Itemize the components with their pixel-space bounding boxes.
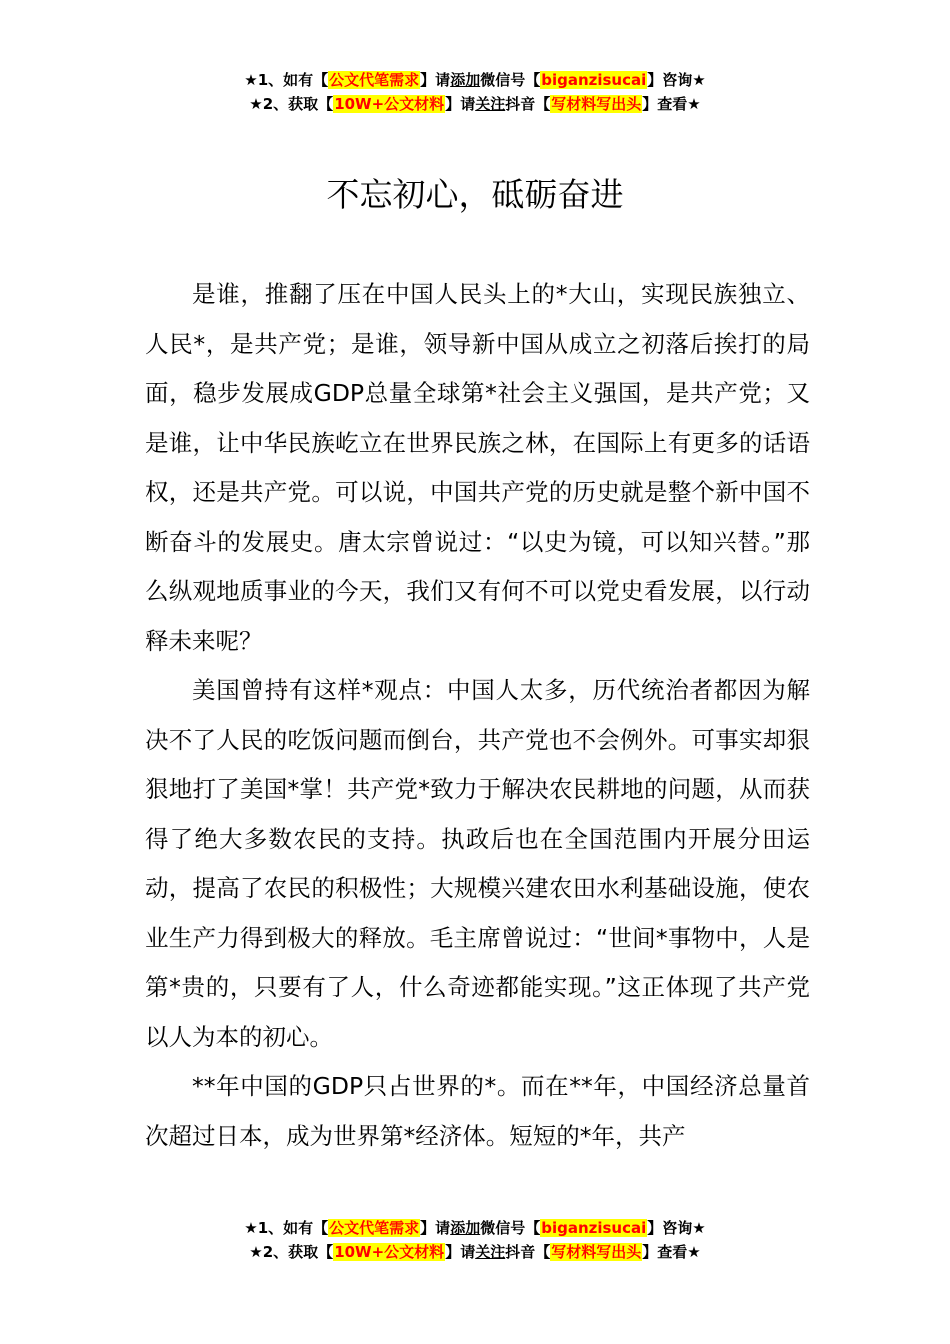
promo-line-1: ★1、如有【公文代笔需求】请添加微信号【biganzisucai】咨询★ <box>244 1219 706 1237</box>
promo-line-2: ★2、获取【10W+公文材料】请关注抖音【写材料写出头】查看★ <box>249 1243 701 1261</box>
document-body <box>145 270 810 1161</box>
paragraph-1: 是谁，推翻了压在中国人民头上的*大山，实现民族独立、人民*，是共产党；是谁，领导新中国从成立之初落后挨打的局面，稳步发展成GDP总量全球第*社会主义强国，是共产党；又是谁，让中华民族屹立在世界民族之林，在国际上有更多的话语权，还是共产党。可以说，中国共产党的历史就是整个新中国不断奋斗的发展史。唐太宗曾说过：“以史为镜，可以知兴替。”那么纵观地质事业的今天，我们又有何不可以党史看发展，以行动释未来呢？ <box>145 280 810 655</box>
promo-highlight: 10W+公文材料 <box>334 95 445 113</box>
document-title: 不忘初心，砥砺奋进 <box>326 175 624 214</box>
wechat-id: biganzisucai <box>541 71 647 89</box>
wechat-id: biganzisucai <box>541 1219 647 1237</box>
footer-promo-banner <box>0 1216 950 1264</box>
promo-line-1: ★1、如有【公文代笔需求】请添加微信号【biganzisucai】咨询★ <box>244 71 706 89</box>
header-promo-banner <box>0 68 950 116</box>
promo-highlight: 10W+公文材料 <box>334 1243 445 1261</box>
promo-highlight: 公文代笔需求 <box>329 1219 420 1237</box>
promo-highlight: 公文代笔需求 <box>329 71 420 89</box>
paragraph-2: 美国曾持有这样*观点：中国人太多，历代统治者都因为解决不了人民的吃饭问题而倒台，共产党也不会例外。可事实却狠狠地打了美国*掌！共产党*致力于解决农民耕地的问题，从而获得了绝大多数农民的支持。执政后也在全国范围内开展分田运动，提高了农民的积极性；大规模兴建农田水利基础设施，使农业生产力得到极大的释放。毛主席曾说过：“世间*事物中，人是第*贵的，只要有了人，什么奇迹都能实现。”这正体现了共产党以人为本的初心。 <box>145 676 810 1051</box>
douyin-account: 写材料写出头 <box>551 95 642 113</box>
promo-line-2: ★2、获取【10W+公文材料】请关注抖音【写材料写出头】查看★ <box>249 95 701 113</box>
paragraph-3: **年中国的GDP只占世界的*。而在**年，中国经济总量首次超过日本，成为世界第*经济体。短短的*年，共产 <box>145 1072 810 1150</box>
douyin-account: 写材料写出头 <box>551 1243 642 1261</box>
